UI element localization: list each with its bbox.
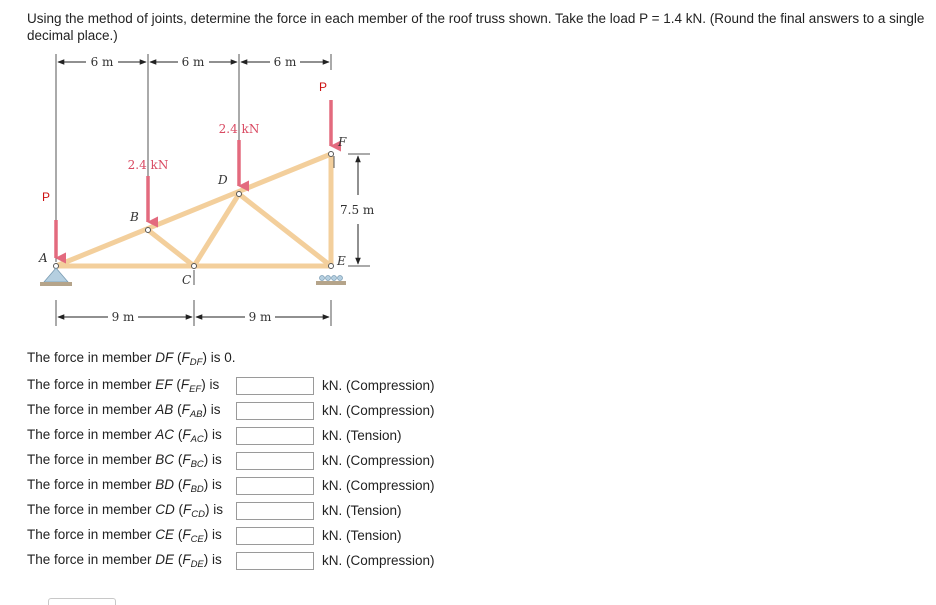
dim-top-3: 6 m — [273, 55, 297, 69]
joint-E-label: E — [337, 254, 346, 268]
intro-statement: The force in member DF $(F_{DF})$ is 0. — [27, 350, 236, 368]
answer-input-ac[interactable] — [236, 427, 314, 445]
answer-input-ab[interactable] — [236, 402, 314, 420]
answer-label: The force in member CE $(F_{CE})$ is — [27, 526, 222, 545]
answer-row-bc — [27, 448, 435, 473]
answer-input-bd[interactable] — [236, 477, 314, 495]
joint-B-label: B — [130, 210, 139, 224]
answer-section — [27, 345, 435, 573]
bottom-dimensions — [56, 300, 331, 326]
answer-input-ef[interactable] — [236, 377, 314, 395]
answer-label: The force in member CD $(F_{CD})$ is — [27, 501, 224, 520]
joint-F-label: F — [338, 135, 347, 149]
load-B-label: 2.4 kN — [127, 158, 169, 172]
joint-D-label: D — [218, 173, 228, 187]
answer-unit: kN. (Compression) — [322, 478, 435, 493]
dim-bottom-1: 9 m — [111, 310, 135, 324]
answer-label: The force in member AB $(F_{AB})$ is — [27, 401, 221, 420]
answer-row-ef — [27, 373, 435, 398]
answer-unit: kN. (Compression) — [322, 553, 435, 568]
answer-unit: kN. (Compression) — [322, 403, 435, 418]
load-D-label: 2.4 kN — [218, 122, 260, 136]
question-text: Using the method of joints, determine the force in each member of the roof truss shown. Take the load P = 1.4 kN. (Round the final answers to a single decimal place.) — [27, 11, 925, 43]
answer-row-de — [27, 548, 435, 573]
answer-unit: kN. (Compression) — [322, 378, 435, 393]
answer-label: The force in member EF $(F_{EF})$ is — [27, 376, 220, 395]
answer-row-ab — [27, 398, 435, 423]
dim-top-2: 6 m — [181, 55, 205, 69]
answer-unit: kN. (Tension) — [322, 428, 402, 443]
answer-unit: kN. (Compression) — [322, 453, 435, 468]
answer-row-cd — [27, 498, 435, 523]
answer-label: The force in member BD $(F_{BD})$ is — [27, 476, 222, 495]
answer-input-cd[interactable] — [236, 502, 314, 520]
answer-input-de[interactable] — [236, 552, 314, 570]
load-P-labels — [42, 80, 327, 204]
answer-row-bd — [27, 473, 435, 498]
height-dimension — [340, 154, 375, 266]
support-E — [316, 276, 346, 286]
answer-row-ac — [27, 423, 435, 448]
truss-members — [56, 154, 331, 266]
answer-row-ce — [27, 523, 435, 548]
answer-unit: kN. (Tension) — [322, 503, 402, 518]
support-A — [40, 268, 72, 286]
dim-height: 7.5 m — [340, 203, 375, 217]
dim-bottom-2: 9 m — [248, 310, 272, 324]
answer-label: The force in member BC $(F_{BC})$ is — [27, 451, 222, 470]
joint-C-label: C — [182, 273, 192, 287]
dim-top-1: 6 m — [90, 55, 114, 69]
answer-input-ce[interactable] — [236, 527, 314, 545]
answer-unit: kN. (Tension) — [322, 528, 402, 543]
joint-A-label: A — [39, 251, 48, 265]
answer-label: The force in member DE $(F_{DE})$ is — [27, 551, 222, 570]
answer-label: The force in member AC $(F_{AC})$ is — [27, 426, 222, 445]
load-P-label-A: P — [42, 190, 51, 204]
answer-input-bc[interactable] — [236, 452, 314, 470]
load-P-label-F: P — [319, 80, 328, 94]
